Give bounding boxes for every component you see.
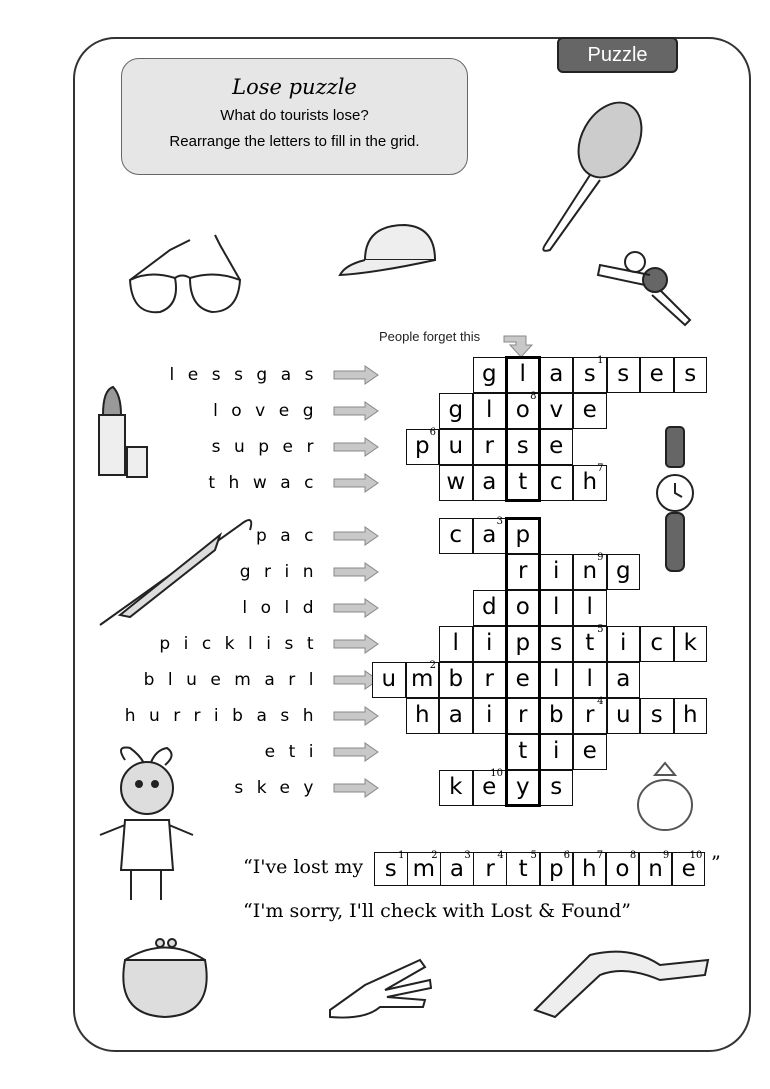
clue-text: hurribash (124, 706, 327, 726)
grid-cell[interactable]: l (473, 393, 507, 429)
umbrella-image (90, 505, 265, 635)
answer-number: 1 (398, 850, 405, 861)
grid-cell[interactable]: l (573, 662, 607, 698)
clue-text: picklist (159, 634, 327, 654)
clue-number: 7 (597, 463, 604, 474)
clue-text: grin (239, 562, 327, 582)
doll-image (95, 740, 200, 910)
grid-cell[interactable]: d (473, 590, 507, 626)
grid-cell[interactable]: c (439, 518, 473, 554)
grid-cell[interactable]: t (506, 465, 540, 501)
grid-cell[interactable]: i (473, 626, 507, 662)
lipstick-image (95, 385, 160, 485)
grid-cell[interactable]: g (439, 393, 473, 429)
glasses-image (120, 230, 250, 320)
grid-cell[interactable]: o (506, 590, 540, 626)
ring-image (630, 755, 700, 835)
grid-cell[interactable]: r (473, 662, 507, 698)
grid-cell[interactable]: l (540, 590, 574, 626)
grid-cell[interactable]: h (674, 698, 708, 734)
grid-cell[interactable]: e (540, 429, 574, 465)
puzzle-tab: Puzzle (557, 37, 678, 73)
grid-cell[interactable]: v (540, 393, 574, 429)
answer-cell[interactable]: o 8 (606, 852, 640, 886)
grid-cell[interactable]: a (607, 662, 641, 698)
grid-cell[interactable]: h (406, 698, 440, 734)
right-arrow-icon (333, 778, 379, 798)
hairbrush-image (535, 95, 645, 255)
grid-cell[interactable]: c (640, 626, 674, 662)
grid-cell[interactable]: s (640, 698, 674, 734)
grid-cell[interactable]: e (573, 734, 607, 770)
grid-cell[interactable]: u (439, 429, 473, 465)
keys-image (590, 240, 710, 330)
clue-number: 10 (490, 768, 503, 779)
grid-cell[interactable]: e 10 (473, 770, 507, 806)
grid-cell[interactable]: k (439, 770, 473, 806)
grid-cell[interactable]: b (439, 662, 473, 698)
grid-cell[interactable]: r (506, 554, 540, 590)
puzzle-title: Lose puzzle (232, 75, 357, 99)
watch-image (650, 425, 700, 575)
answer-cell[interactable]: s 1 (374, 852, 408, 886)
clue-text: lessgas (169, 365, 327, 385)
answer-cell[interactable]: h 7 (573, 852, 607, 886)
answer-cell[interactable]: r 4 (473, 852, 507, 886)
grid-cell[interactable]: r (473, 429, 507, 465)
answer-cell[interactable]: a 3 (440, 852, 474, 886)
grid-cell[interactable]: s 1 (573, 357, 607, 393)
answer-number: 5 (530, 850, 537, 861)
grid-cell[interactable]: l (439, 626, 473, 662)
grid-cell[interactable]: y (506, 770, 540, 806)
answer-number: 9 (662, 850, 670, 861)
grid-cell[interactable]: p 6 (406, 429, 440, 465)
grid-cell[interactable]: m 2 (406, 662, 440, 698)
grid-cell[interactable]: c (540, 465, 574, 501)
clue-text: eti (264, 742, 327, 762)
purse-image (110, 925, 220, 1025)
hint-label: People forget this (379, 329, 481, 344)
clue-number: 3 (496, 516, 503, 527)
answer-cell[interactable]: t 5 (506, 852, 540, 886)
phrase-lost: “I've lost my (243, 856, 364, 878)
grid-cell[interactable]: r (506, 698, 540, 734)
right-arrow-icon (333, 473, 379, 493)
clue-text: loveg (213, 401, 327, 421)
grid-cell[interactable]: u (607, 698, 641, 734)
grid-cell[interactable]: k (674, 626, 708, 662)
answer-cell[interactable]: e 10 (672, 852, 706, 886)
phrase-reply: “I'm sorry, I'll check with Lost & Found” (243, 900, 631, 922)
clue-number: 4 (597, 696, 604, 707)
grid-cell[interactable]: h 7 (573, 465, 607, 501)
answer-number: 7 (596, 850, 604, 861)
grid-cell[interactable]: e (573, 393, 607, 429)
grid-cell[interactable]: g (473, 357, 507, 393)
grid-cell[interactable]: r 4 (573, 698, 607, 734)
answer-number: 8 (629, 850, 637, 861)
answer-number: 2 (431, 850, 438, 861)
answer-cell[interactable]: m 2 (407, 852, 441, 886)
right-arrow-icon (333, 365, 379, 385)
grid-cell[interactable]: b (540, 698, 574, 734)
grid-cell[interactable]: g (607, 554, 641, 590)
clue-text: lold (242, 598, 327, 618)
grid-cell[interactable]: i (607, 626, 641, 662)
grid-cell[interactable]: o 8 (506, 393, 540, 429)
right-arrow-icon (333, 401, 379, 421)
right-arrow-icon (333, 562, 379, 582)
right-arrow-icon (333, 526, 379, 546)
grid-cell[interactable]: l (573, 590, 607, 626)
grid-cell[interactable]: e (640, 357, 674, 393)
down-arrow-icon (502, 333, 538, 359)
clue-text: super (211, 437, 327, 457)
right-arrow-icon (333, 437, 379, 457)
grid-cell[interactable]: s (540, 770, 574, 806)
title-box (121, 58, 468, 175)
grid-cell[interactable]: i (540, 734, 574, 770)
answer-number: 3 (464, 850, 471, 861)
clue-text: thwac (208, 473, 327, 493)
grid-cell[interactable]: e (506, 662, 540, 698)
grid-cell[interactable]: n 9 (573, 554, 607, 590)
cap-image (335, 215, 445, 285)
tie-image (530, 935, 715, 1020)
clue-number: 2 (429, 660, 436, 671)
answer-number: 10 (689, 850, 703, 861)
grid-cell[interactable]: i (540, 554, 574, 590)
grid-cell[interactable]: l (506, 357, 540, 393)
grid-cell[interactable]: a (540, 357, 574, 393)
grid-cell[interactable]: a (473, 465, 507, 501)
grid-cell[interactable]: t 5 (573, 626, 607, 662)
grid-cell[interactable]: s (674, 357, 708, 393)
grid-cell[interactable]: u (372, 662, 406, 698)
clue-text: pac (255, 526, 327, 546)
question-text: What do tourists lose? (220, 107, 369, 124)
grid-cell[interactable]: a 3 (473, 518, 507, 554)
answer-cell[interactable]: p 6 (540, 852, 574, 886)
grid-cell[interactable]: i (473, 698, 507, 734)
grid-cell[interactable]: t (506, 734, 540, 770)
grid-cell[interactable]: p (506, 626, 540, 662)
clue-number: 8 (530, 391, 537, 402)
grid-cell[interactable]: s (540, 626, 574, 662)
grid-cell[interactable]: p (506, 518, 540, 554)
clue-text: bluemarl (143, 670, 327, 690)
right-arrow-icon (333, 634, 379, 654)
answer-number: 6 (563, 850, 570, 861)
glove-image (325, 955, 435, 1025)
answer-cell[interactable]: n 9 (639, 852, 673, 886)
right-arrow-icon (333, 598, 379, 618)
grid-cell[interactable]: l (540, 662, 574, 698)
phrase-lost-close: ” (711, 852, 721, 874)
clue-number: 6 (429, 427, 436, 438)
instruction-text: Rearrange the letters to fill in the grid. (169, 133, 420, 150)
right-arrow-icon (333, 706, 379, 726)
right-arrow-icon (333, 742, 379, 762)
clue-number: 1 (597, 355, 604, 366)
clue-text: skey (234, 778, 327, 798)
clue-number: 5 (597, 624, 604, 635)
clue-number: 9 (597, 552, 604, 563)
answer-number: 4 (497, 850, 504, 861)
grid-cell[interactable]: w (439, 465, 473, 501)
grid-cell[interactable]: s (607, 357, 641, 393)
grid-cell[interactable]: a (439, 698, 473, 734)
grid-cell[interactable]: s (506, 429, 540, 465)
